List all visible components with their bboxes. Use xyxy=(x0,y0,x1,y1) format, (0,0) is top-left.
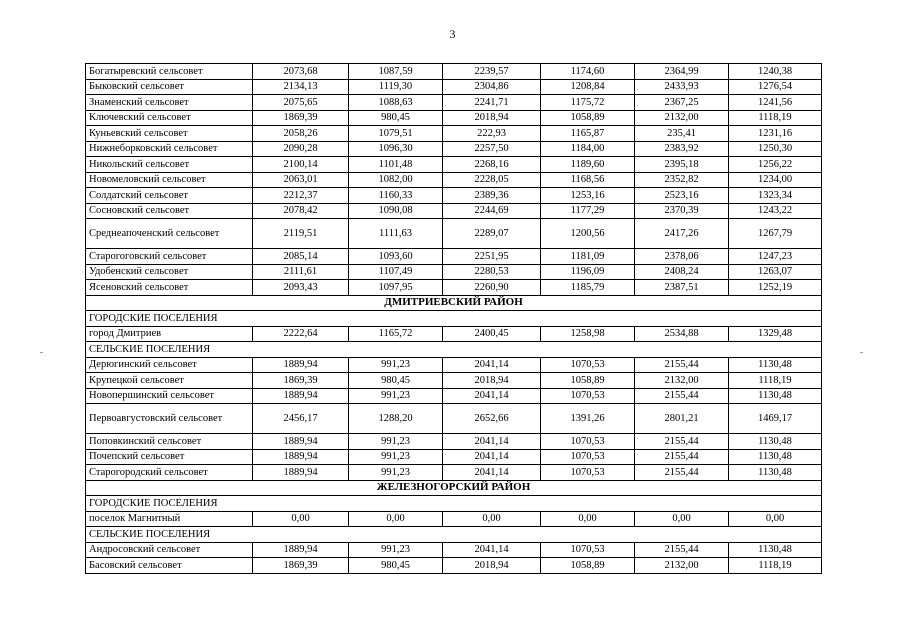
value-cell: 2268,16 xyxy=(443,157,541,173)
value-cell: 2534,88 xyxy=(635,326,729,342)
value-cell: 2132,00 xyxy=(635,558,729,574)
value-cell: 1118,19 xyxy=(729,110,822,126)
settlement-name: Удобенский сельсовет xyxy=(86,264,253,280)
value-cell: 2378,06 xyxy=(635,249,729,265)
value-cell: 2041,14 xyxy=(443,357,541,373)
value-cell: 2228,05 xyxy=(443,172,541,188)
value-cell: 1889,94 xyxy=(253,357,349,373)
settlement-name: Богатыревский сельсовет xyxy=(86,64,253,80)
table-row xyxy=(86,188,822,204)
value-cell: 2041,14 xyxy=(443,434,541,450)
district-name: ДМИТРИЕВСКИЙ РАЙОН xyxy=(86,295,822,311)
value-cell: 2132,00 xyxy=(635,373,729,389)
page-number: 3 xyxy=(449,27,456,41)
value-cell: 2155,44 xyxy=(635,465,729,481)
value-cell: 1070,53 xyxy=(541,434,635,450)
value-cell: 2244,69 xyxy=(443,203,541,219)
district-name: ЖЕЛЕЗНОГОРСКИЙ РАЙОН xyxy=(86,480,822,496)
value-cell: 2408,24 xyxy=(635,264,729,280)
settlement-group-row xyxy=(86,311,822,327)
table-row xyxy=(86,558,822,574)
value-cell: 2801,21 xyxy=(635,404,729,434)
value-cell: 2018,94 xyxy=(443,110,541,126)
value-cell: 1079,51 xyxy=(349,126,443,142)
settlement-group-label: ГОРОДСКИЕ ПОСЕЛЕНИЯ xyxy=(86,496,822,512)
value-cell: 2041,14 xyxy=(443,465,541,481)
settlement-name: Новомеловский сельсовет xyxy=(86,172,253,188)
table-row xyxy=(86,388,822,404)
value-cell: 1469,17 xyxy=(729,404,822,434)
value-cell: 2387,51 xyxy=(635,280,729,296)
settlement-group-row xyxy=(86,496,822,512)
value-cell: 2389,36 xyxy=(443,188,541,204)
value-cell: 1208,84 xyxy=(541,79,635,95)
value-cell: 1111,63 xyxy=(349,219,443,249)
value-cell: 0,00 xyxy=(253,511,349,527)
value-cell: 2395,18 xyxy=(635,157,729,173)
settlement-name: Среднеапоченский сельсовет xyxy=(86,219,253,249)
tariff-table xyxy=(85,63,822,574)
settlement-name: Солдатский сельсовет xyxy=(86,188,253,204)
value-cell: 2018,94 xyxy=(443,373,541,389)
table-row xyxy=(86,157,822,173)
value-cell: 1889,94 xyxy=(253,465,349,481)
table-row xyxy=(86,110,822,126)
value-cell: 2090,28 xyxy=(253,141,349,157)
value-cell: 0,00 xyxy=(443,511,541,527)
value-cell: 2280,53 xyxy=(443,264,541,280)
table-row xyxy=(86,79,822,95)
value-cell: 980,45 xyxy=(349,110,443,126)
value-cell: 2155,44 xyxy=(635,434,729,450)
value-cell: 2241,71 xyxy=(443,95,541,111)
value-cell: 2239,57 xyxy=(443,64,541,80)
value-cell: 1323,34 xyxy=(729,188,822,204)
value-cell: 2304,86 xyxy=(443,79,541,95)
value-cell: 2058,26 xyxy=(253,126,349,142)
value-cell: 1329,48 xyxy=(729,326,822,342)
value-cell: 2078,42 xyxy=(253,203,349,219)
value-cell: 2652,66 xyxy=(443,404,541,434)
value-cell: 1189,60 xyxy=(541,157,635,173)
value-cell: 0,00 xyxy=(349,511,443,527)
value-cell: 1093,60 xyxy=(349,249,443,265)
value-cell: 2289,07 xyxy=(443,219,541,249)
value-cell: 1130,48 xyxy=(729,542,822,558)
value-cell: 2075,65 xyxy=(253,95,349,111)
value-cell: 2155,44 xyxy=(635,357,729,373)
value-cell: 2260,90 xyxy=(443,280,541,296)
value-cell: 2132,00 xyxy=(635,110,729,126)
value-cell: 2063,01 xyxy=(253,172,349,188)
table-row xyxy=(86,434,822,450)
value-cell: 1130,48 xyxy=(729,449,822,465)
table-row xyxy=(86,172,822,188)
value-cell: 1118,19 xyxy=(729,558,822,574)
table-row xyxy=(86,511,822,527)
value-cell: 2119,51 xyxy=(253,219,349,249)
value-cell: 1869,39 xyxy=(253,110,349,126)
settlement-name: Никольский сельсовет xyxy=(86,157,253,173)
district-header-row xyxy=(86,295,822,311)
value-cell: 1263,07 xyxy=(729,264,822,280)
value-cell: 991,23 xyxy=(349,465,443,481)
settlement-name: Быковский сельсовет xyxy=(86,79,253,95)
table-row xyxy=(86,95,822,111)
value-cell: 980,45 xyxy=(349,373,443,389)
value-cell: 1119,30 xyxy=(349,79,443,95)
value-cell: 1184,00 xyxy=(541,141,635,157)
value-cell: 2085,14 xyxy=(253,249,349,265)
settlement-group-label: СЕЛЬСКИЕ ПОСЕЛЕНИЯ xyxy=(86,342,822,358)
settlement-name: Новопершинский сельсовет xyxy=(86,388,253,404)
value-cell: 1130,48 xyxy=(729,357,822,373)
value-cell: 2433,93 xyxy=(635,79,729,95)
value-cell: 1267,79 xyxy=(729,219,822,249)
value-cell: 1234,00 xyxy=(729,172,822,188)
table-body xyxy=(86,64,822,574)
value-cell: 1160,33 xyxy=(349,188,443,204)
table-row xyxy=(86,542,822,558)
value-cell: 1258,98 xyxy=(541,326,635,342)
value-cell: 991,23 xyxy=(349,542,443,558)
table-row xyxy=(86,249,822,265)
value-cell: 1231,16 xyxy=(729,126,822,142)
value-cell: 2257,50 xyxy=(443,141,541,157)
value-cell: 2370,39 xyxy=(635,203,729,219)
value-cell: 2456,17 xyxy=(253,404,349,434)
value-cell: 1165,72 xyxy=(349,326,443,342)
value-cell: 1889,94 xyxy=(253,542,349,558)
value-cell: 2364,99 xyxy=(635,64,729,80)
table-row xyxy=(86,126,822,142)
value-cell: 2134,13 xyxy=(253,79,349,95)
value-cell: 1058,89 xyxy=(541,373,635,389)
table-row xyxy=(86,404,822,434)
settlement-name: Ключевский сельсовет xyxy=(86,110,253,126)
value-cell: 1082,00 xyxy=(349,172,443,188)
settlement-name: Басовский сельсовет xyxy=(86,558,253,574)
value-cell: 2212,37 xyxy=(253,188,349,204)
value-cell: 222,93 xyxy=(443,126,541,142)
table-row xyxy=(86,203,822,219)
value-cell: 2155,44 xyxy=(635,388,729,404)
value-cell: 1130,48 xyxy=(729,388,822,404)
value-cell: 1240,38 xyxy=(729,64,822,80)
settlement-name: Сосновский сельсовет xyxy=(86,203,253,219)
value-cell: 1288,20 xyxy=(349,404,443,434)
value-cell: 2222,64 xyxy=(253,326,349,342)
value-cell: 1889,94 xyxy=(253,449,349,465)
value-cell: 1070,53 xyxy=(541,357,635,373)
value-cell: 0,00 xyxy=(541,511,635,527)
settlement-name: Дерюгинский сельсовет xyxy=(86,357,253,373)
value-cell: 1253,16 xyxy=(541,188,635,204)
settlement-name: Крупецкой сельсовет xyxy=(86,373,253,389)
settlement-name: Куньевский сельсовет xyxy=(86,126,253,142)
settlement-name: Ясеновский сельсовет xyxy=(86,280,253,296)
value-cell: 1058,89 xyxy=(541,558,635,574)
table-row xyxy=(86,373,822,389)
value-cell: 1252,19 xyxy=(729,280,822,296)
value-cell: 2352,82 xyxy=(635,172,729,188)
settlement-group-row xyxy=(86,342,822,358)
value-cell: 2523,16 xyxy=(635,188,729,204)
value-cell: 235,41 xyxy=(635,126,729,142)
settlement-name: Андросовский сельсовет xyxy=(86,542,253,558)
value-cell: 2093,43 xyxy=(253,280,349,296)
value-cell: 1130,48 xyxy=(729,465,822,481)
value-cell: 2018,94 xyxy=(443,558,541,574)
value-cell: 1241,56 xyxy=(729,95,822,111)
table-row xyxy=(86,219,822,249)
table-row xyxy=(86,465,822,481)
value-cell: 1097,95 xyxy=(349,280,443,296)
table-row xyxy=(86,141,822,157)
table-row xyxy=(86,64,822,80)
settlement-name: Знаменский сельсовет xyxy=(86,95,253,111)
value-cell: 1177,29 xyxy=(541,203,635,219)
value-cell: 2367,25 xyxy=(635,95,729,111)
value-cell: 1243,22 xyxy=(729,203,822,219)
district-header-row xyxy=(86,480,822,496)
value-cell: 1070,53 xyxy=(541,542,635,558)
value-cell: 2041,14 xyxy=(443,388,541,404)
value-cell: 2417,26 xyxy=(635,219,729,249)
settlement-name: Нижнеборковский сельсовет xyxy=(86,141,253,157)
value-cell: 1185,79 xyxy=(541,280,635,296)
settlement-group-row xyxy=(86,527,822,543)
settlement-group-label: СЕЛЬСКИЕ ПОСЕЛЕНИЯ xyxy=(86,527,822,543)
value-cell: 1256,22 xyxy=(729,157,822,173)
value-cell: 1175,72 xyxy=(541,95,635,111)
value-cell: 1200,56 xyxy=(541,219,635,249)
value-cell: 2111,61 xyxy=(253,264,349,280)
settlement-name: Поповкинский сельсовет xyxy=(86,434,253,450)
value-cell: 1276,54 xyxy=(729,79,822,95)
value-cell: 1869,39 xyxy=(253,558,349,574)
value-cell: 991,23 xyxy=(349,388,443,404)
value-cell: 1247,23 xyxy=(729,249,822,265)
value-cell: 2155,44 xyxy=(635,449,729,465)
settlement-name: Почепский сельсовет xyxy=(86,449,253,465)
value-cell: 1118,19 xyxy=(729,373,822,389)
settlement-group-label: ГОРОДСКИЕ ПОСЕЛЕНИЯ xyxy=(86,311,822,327)
value-cell: 2041,14 xyxy=(443,542,541,558)
settlement-name: Первоавгустовский сельсовет xyxy=(86,404,253,434)
value-cell: 1088,63 xyxy=(349,95,443,111)
value-cell: 1090,08 xyxy=(349,203,443,219)
value-cell: 991,23 xyxy=(349,434,443,450)
value-cell: 1096,30 xyxy=(349,141,443,157)
value-cell: 2383,92 xyxy=(635,141,729,157)
value-cell: 1181,09 xyxy=(541,249,635,265)
table-row xyxy=(86,326,822,342)
value-cell: 2073,68 xyxy=(253,64,349,80)
value-cell: 1250,30 xyxy=(729,141,822,157)
settlement-name: город Дмитриев xyxy=(86,326,253,342)
value-cell: 1070,53 xyxy=(541,388,635,404)
table-row xyxy=(86,280,822,296)
value-cell: 2041,14 xyxy=(443,449,541,465)
value-cell: 991,23 xyxy=(349,357,443,373)
value-cell: 0,00 xyxy=(635,511,729,527)
value-cell: 1869,39 xyxy=(253,373,349,389)
value-cell: 1196,09 xyxy=(541,264,635,280)
value-cell: 1130,48 xyxy=(729,434,822,450)
value-cell: 1168,56 xyxy=(541,172,635,188)
value-cell: 1107,49 xyxy=(349,264,443,280)
value-cell: 980,45 xyxy=(349,558,443,574)
value-cell: 1070,53 xyxy=(541,449,635,465)
value-cell: 1889,94 xyxy=(253,388,349,404)
settlement-name: Старогоговский сельсовет xyxy=(86,249,253,265)
value-cell: 1174,60 xyxy=(541,64,635,80)
value-cell: 1889,94 xyxy=(253,434,349,450)
value-cell: 1101,48 xyxy=(349,157,443,173)
value-cell: 1087,59 xyxy=(349,64,443,80)
value-cell: 2400,45 xyxy=(443,326,541,342)
table-row xyxy=(86,264,822,280)
value-cell: 1058,89 xyxy=(541,110,635,126)
table-row xyxy=(86,449,822,465)
settlement-name: Старогородский сельсовет xyxy=(86,465,253,481)
value-cell: 0,00 xyxy=(729,511,822,527)
scan-mark-right xyxy=(860,352,863,353)
value-cell: 1165,87 xyxy=(541,126,635,142)
value-cell: 1391,26 xyxy=(541,404,635,434)
value-cell: 2251,95 xyxy=(443,249,541,265)
scan-mark-left xyxy=(40,352,43,353)
value-cell: 1070,53 xyxy=(541,465,635,481)
settlement-name: поселок Магнитный xyxy=(86,511,253,527)
value-cell: 991,23 xyxy=(349,449,443,465)
value-cell: 2100,14 xyxy=(253,157,349,173)
table-row xyxy=(86,357,822,373)
value-cell: 2155,44 xyxy=(635,542,729,558)
